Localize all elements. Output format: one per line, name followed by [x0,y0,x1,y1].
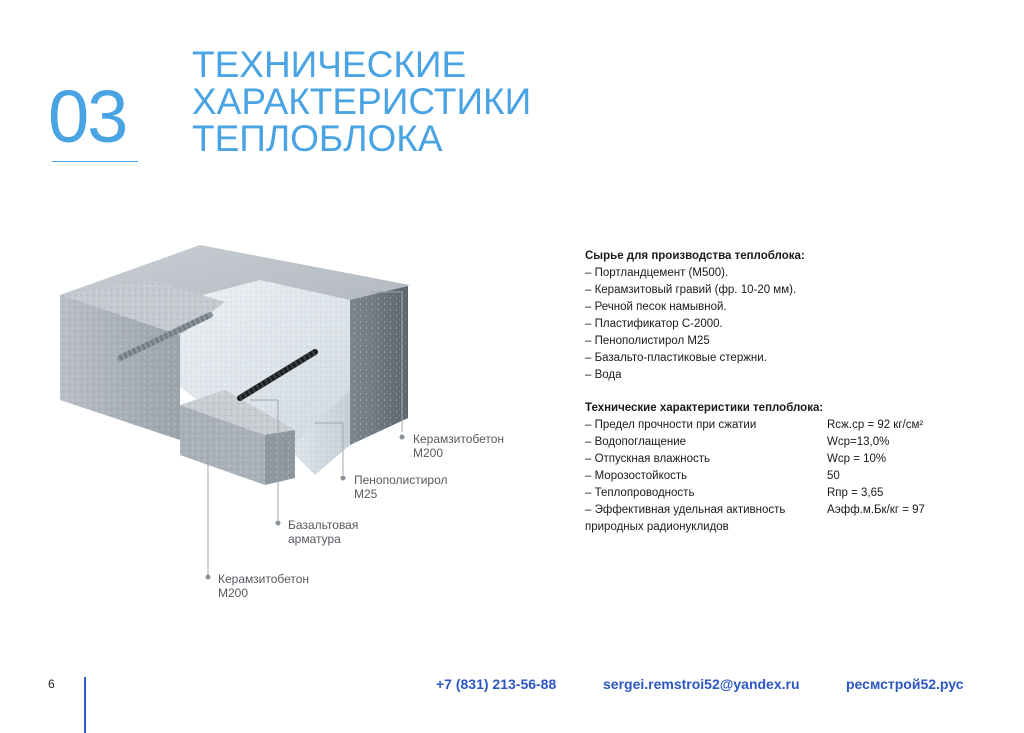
callout-concrete-bottom [218,572,309,600]
callout-label-line: М200 [413,446,444,460]
teploblok-illustration [50,240,590,620]
phone-link[interactable]: +7 (831) 213-56-88 [436,676,557,692]
list-item: – Портландцемент (М500). [585,267,729,279]
section-number-underline [52,161,138,162]
spec-name: – Морозостойкость [585,470,688,482]
spec-name: – Отпускная влажность [585,453,711,465]
spec-value: Аэфф.м.Бк/кг = 97 [827,504,925,516]
raw-materials-heading: Сырье для производства теплоблока: [585,250,805,262]
spec-value: Wср=13,0% [827,436,890,448]
section-number: 03 [48,75,127,158]
spec-block [585,248,985,536]
spec-name-continuation: природных радионуклидов [585,521,729,533]
callout-foam [354,473,448,501]
spec-value: Rпр = 3,65 [827,487,884,499]
table-row [585,417,985,434]
callout-label-line: арматура [288,532,341,546]
list-item: – Базальто-пластиковые стержни. [585,352,767,364]
callout-label-line: М200 [218,586,249,600]
page-title-line: ХАРАКТЕРИСТИКИ [192,81,532,122]
callout-label-line: М25 [354,487,378,501]
raw-materials-list [585,265,985,384]
list-item: – Речной песок намывной. [585,301,727,313]
page-title [192,46,531,157]
callout-label-line: Базальтовая [288,518,359,532]
table-row [585,502,985,519]
list-item: – Керамзитовый гравий (фр. 10-20 мм). [585,284,797,296]
list-item: – Вода [585,369,622,381]
spec-value: 50 [827,470,840,482]
callout-label-line: Керамзитобетон [218,572,310,586]
spec-value: Rсж.ср = 92 кг/см² [827,419,924,431]
spec-name: – Теплопроводность [585,487,695,499]
table-row [585,434,985,451]
callout-rebar [288,518,358,546]
footer-divider [84,677,86,733]
callout-label-line: Керамзитобетон [413,432,505,446]
website-link[interactable]: ресмстрой52.рус [846,676,964,692]
table-row [585,451,985,468]
spec-name: – Предел прочности при сжатии [585,419,757,431]
page-number: 6 [48,677,55,691]
spec-name: – Эффективная удельная активность [585,504,786,516]
table-row [585,485,985,502]
spec-name: – Водопоглащение [585,436,687,448]
spec-value: Wср = 10% [827,453,887,465]
list-item: – Пенополистирол М25 [585,335,710,347]
tech-specs-heading: Технические характеристики теплоблока: [585,402,824,414]
list-item: – Пластификатор С-2000. [585,318,723,330]
email-link[interactable]: sergei.remstroi52@yandex.ru [603,676,800,692]
page-title-line: ТЕПЛОБЛОКА [192,118,443,159]
callout-label-line: Пенополистирол [354,473,448,487]
teploblok-cutaway-drawing [50,240,590,620]
callout-concrete-top [413,432,504,460]
page-title-line: ТЕХНИЧЕСКИЕ [192,44,467,85]
table-row [585,468,985,485]
tech-specs [585,400,985,536]
